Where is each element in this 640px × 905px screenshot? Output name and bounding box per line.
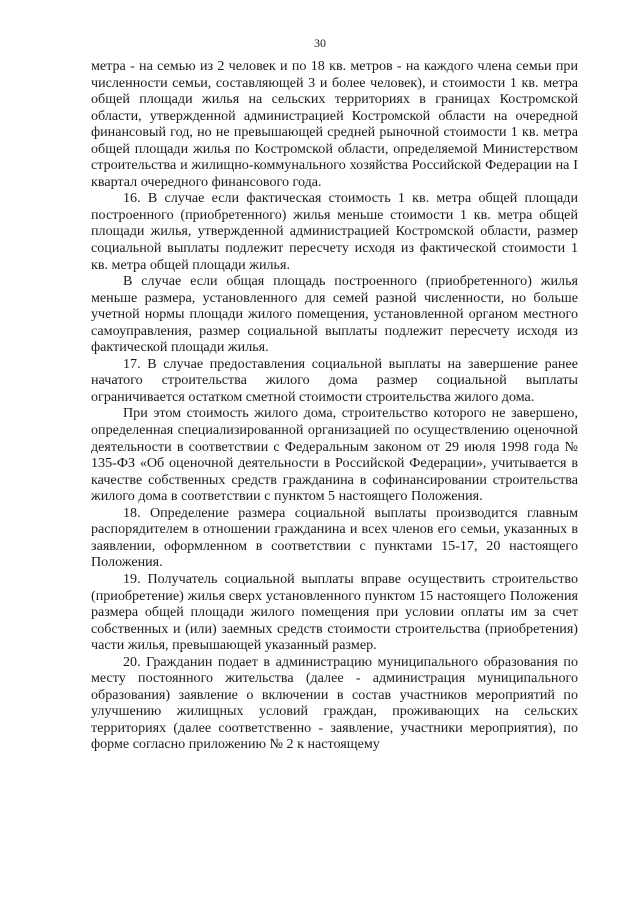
page-number: 30 (314, 36, 326, 50)
paragraph-19: 19. Получатель социальной выплаты вправе осуществить строительство (приобретение) жилья сверх установленного пунктом 15 настоящего Положения размера общей площади жилого помещения при условии оплаты им за счет собственных и (или) заемных средств стоимости строительства (приобретения) части жилья, превышающей указанный размер. (91, 570, 578, 654)
paragraph-16-area: В случае если общая площадь построенного (приобретенного) жилья меньше размера, установленного для семей разной численности, но больше учетной нормы площади жилого помещения, установленной органом местного самоуправления, размер социальной выплаты подлежит пересчету исходя из фактической площади жилья. (91, 273, 578, 356)
paragraph-18: 18. Определение размера социальной выплаты производится главным распорядителем в отношении гражданина и всех членов его семьи, указанных в заявлении, оформленном в соответствии с пунктами 15-17, 20 настоящего Положения. (91, 504, 578, 571)
paragraph-17: 17. В случае предоставления социальной выплаты на завершение ранее начатого строительства жилого дома размер социальной выплаты ограничивается остатком сметной стоимости строительства жилого дома. (91, 355, 578, 405)
document-body (91, 58, 578, 753)
paragraph-17-cost: При этом стоимость жилого дома, строительство которого не завершено, определенная специализированной организацией по осуществлению оценочной деятельности в соответствии с Федеральным законом от 29 июля 1998 года № 135-ФЗ «Об оценочной деятельности в Российской Федерации», учитывается в качестве собственных средств гражданина в софинансировании строительства жилого дома в соответствии с пунктом 5 настоящего Положения. (91, 405, 578, 505)
paragraph-20: 20. Гражданин подает в администрацию муниципального образования по месту постоянного жительства (далее - администрация муниципального образования) заявление о включении в состав участников мероприятий по улучшению жилищных условий граждан, проживающих на сельских территориях (далее соответственно - заявление, участники мероприятия), по форме согласно приложению № 2 к настоящему (91, 653, 578, 753)
paragraph-continuation: метра - на семью из 2 человек и по 18 кв. метров - на каждого члена семьи при численности семьи, составляющей 3 и более человек), и стоимости 1 кв. метра общей площади жилья на сельских территориях в границах Костромской области, утвержденной администрацией Костромской области на очередной финансовый год, но не превышающей средней рыночной стоимости 1 кв. метра общей площади жилья по Костромской области, определяемой Министерством строительства и жилищно-коммунального хозяйства Российской Федерации на I квартал очередного финансового года. (91, 58, 578, 190)
paragraph-16: 16. В случае если фактическая стоимость 1 кв. метра общей площади построенного (приобретенного) жилья меньше стоимости 1 кв. метра общей площади жилья, утвержденной администрацией Костромской области, размер социальной выплаты подлежит пересчету исходя из фактической стоимости 1 кв. метра общей площади жилья. (91, 190, 578, 273)
